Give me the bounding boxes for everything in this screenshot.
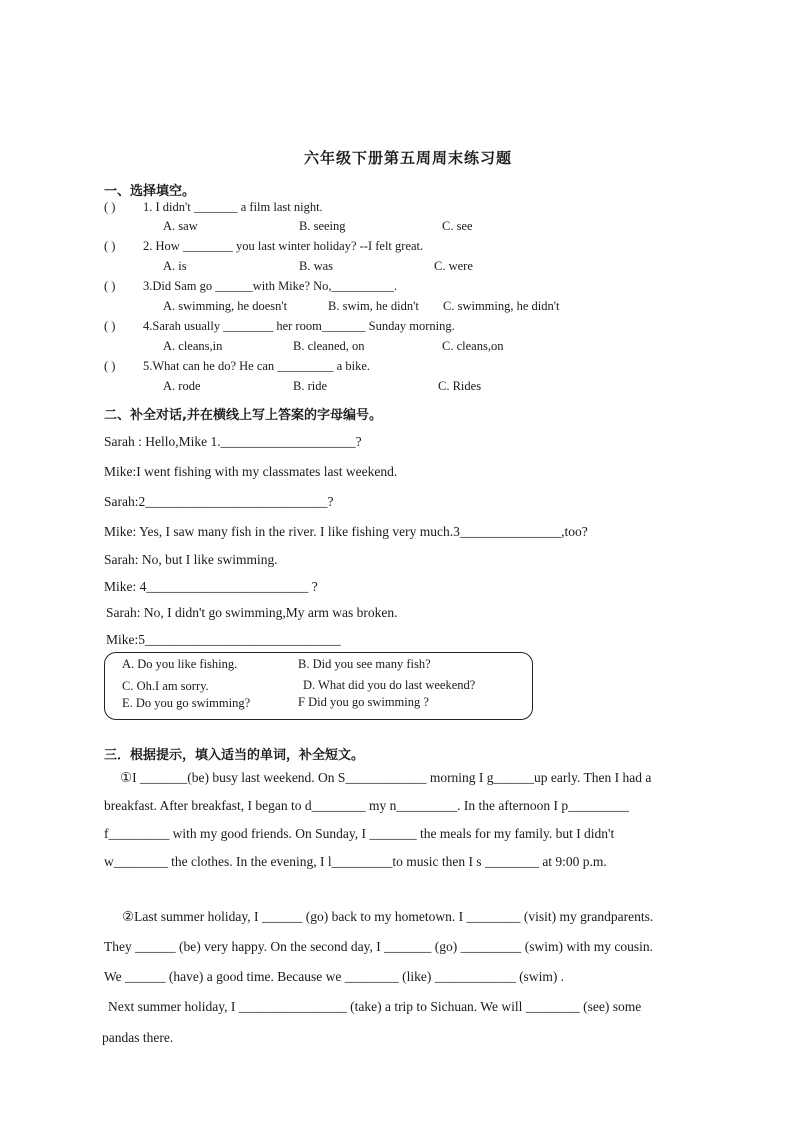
question-paren: ( ) (104, 279, 116, 293)
dialogue-line: Mike:5_____________________________ (106, 632, 341, 647)
section2-heading: 二、补全对话,并在横线上写上答案的字母编号。 (104, 408, 382, 423)
passage1-line: f_________ with my good friends. On Sunday, I _______ the meals for my family. but I didn't (104, 826, 615, 841)
option-a: A. is (163, 259, 187, 273)
question-stem: 1. I didn't _______ a film last night. (143, 200, 323, 214)
option-c: C. cleans,on (442, 339, 504, 353)
section3-heading: 三．根据提示，填入适当的单词，补全短文。 (104, 748, 365, 763)
option-a: A. cleans,in (163, 339, 223, 353)
dialogue-line: Sarah:2___________________________? (104, 494, 334, 509)
section1-heading: 一、选择填空。 (104, 184, 196, 199)
question-stem: 2. How ________ you last winter holiday? --I felt great. (143, 239, 424, 253)
passage2-line: pandas there. (102, 1030, 174, 1045)
question-paren: ( ) (104, 319, 116, 333)
passage2-line: They ______ (be) very happy. On the second day, I _______ (go) _________ (swim) with my cousin. (104, 939, 654, 954)
option-b: B. was (299, 259, 334, 273)
question-stem: 4.Sarah usually ________ her room_______ Sunday morning. (143, 319, 455, 333)
choice-e: E. Do you go swimming? (122, 696, 251, 710)
passage1-line: ①I _______(be) busy last weekend. On S____________ morning I g______up early. Then I had a (120, 770, 652, 785)
passage1-line: w________ the clothes. In the evening, I l_________to music then I s ________ at 9:00 p.m. (104, 854, 607, 869)
question-stem: 3.Did Sam go ______with Mike? No,__________. (143, 279, 398, 293)
choice-d: D. What did you do last weekend? (303, 678, 476, 692)
question-paren: ( ) (104, 200, 116, 214)
dialogue-line: Mike: 4________________________ ? (104, 579, 318, 594)
option-a: A. swimming, he doesn't (163, 299, 288, 313)
choice-f: F Did you go swimming ? (298, 695, 429, 709)
choice-a: A. Do you like fishing. (122, 657, 238, 671)
dialogue-line: Mike:I went fishing with my classmates last weekend. (104, 464, 398, 479)
option-b: B. seeing (299, 219, 346, 233)
option-b: B. cleaned, on (293, 339, 365, 353)
option-a: A. rode (163, 379, 201, 393)
question-stem: 5.What can he do? He can _________ a bike. (143, 359, 371, 373)
dialogue-line: Sarah: No, I didn't go swimming,My arm was broken. (106, 605, 398, 620)
option-c: C. swimming, he didn't (443, 299, 560, 313)
option-c: C. Rides (438, 379, 482, 393)
passage2-line: We ______ (have) a good time. Because we ________ (like) ____________ (swim) . (104, 969, 565, 984)
option-c: C. see (442, 219, 473, 233)
option-a: A. saw (163, 219, 198, 233)
page-title: 六年级下册第五周周末练习题 (304, 149, 513, 167)
option-b: B. ride (293, 379, 328, 393)
choice-c: C. Oh.I am sorry. (122, 679, 209, 693)
dialogue-line: Sarah: No, but I like swimming. (104, 552, 278, 567)
option-c: C. were (434, 259, 473, 273)
question-paren: ( ) (104, 359, 116, 373)
choice-b: B. Did you see many fish? (298, 657, 431, 671)
passage1-line: breakfast. After breakfast, I began to d________ my n_________. In the afternoon I p_________ (104, 798, 629, 813)
passage2-line: ②Last summer holiday, I ______ (go) back to my hometown. I ________ (visit) my grandparents. (122, 909, 654, 924)
question-paren: ( ) (104, 239, 116, 253)
dialogue-line: Mike: Yes, I saw many fish in the river. I like fishing very much.3_______________,too? (104, 524, 588, 539)
dialogue-line: Sarah : Hello,Mike 1.____________________? (104, 434, 362, 449)
passage2-line: Next summer holiday, I ________________ (take) a trip to Sichuan. We will ________ (see) some (108, 999, 642, 1014)
option-b: B. swim, he didn't (328, 299, 419, 313)
